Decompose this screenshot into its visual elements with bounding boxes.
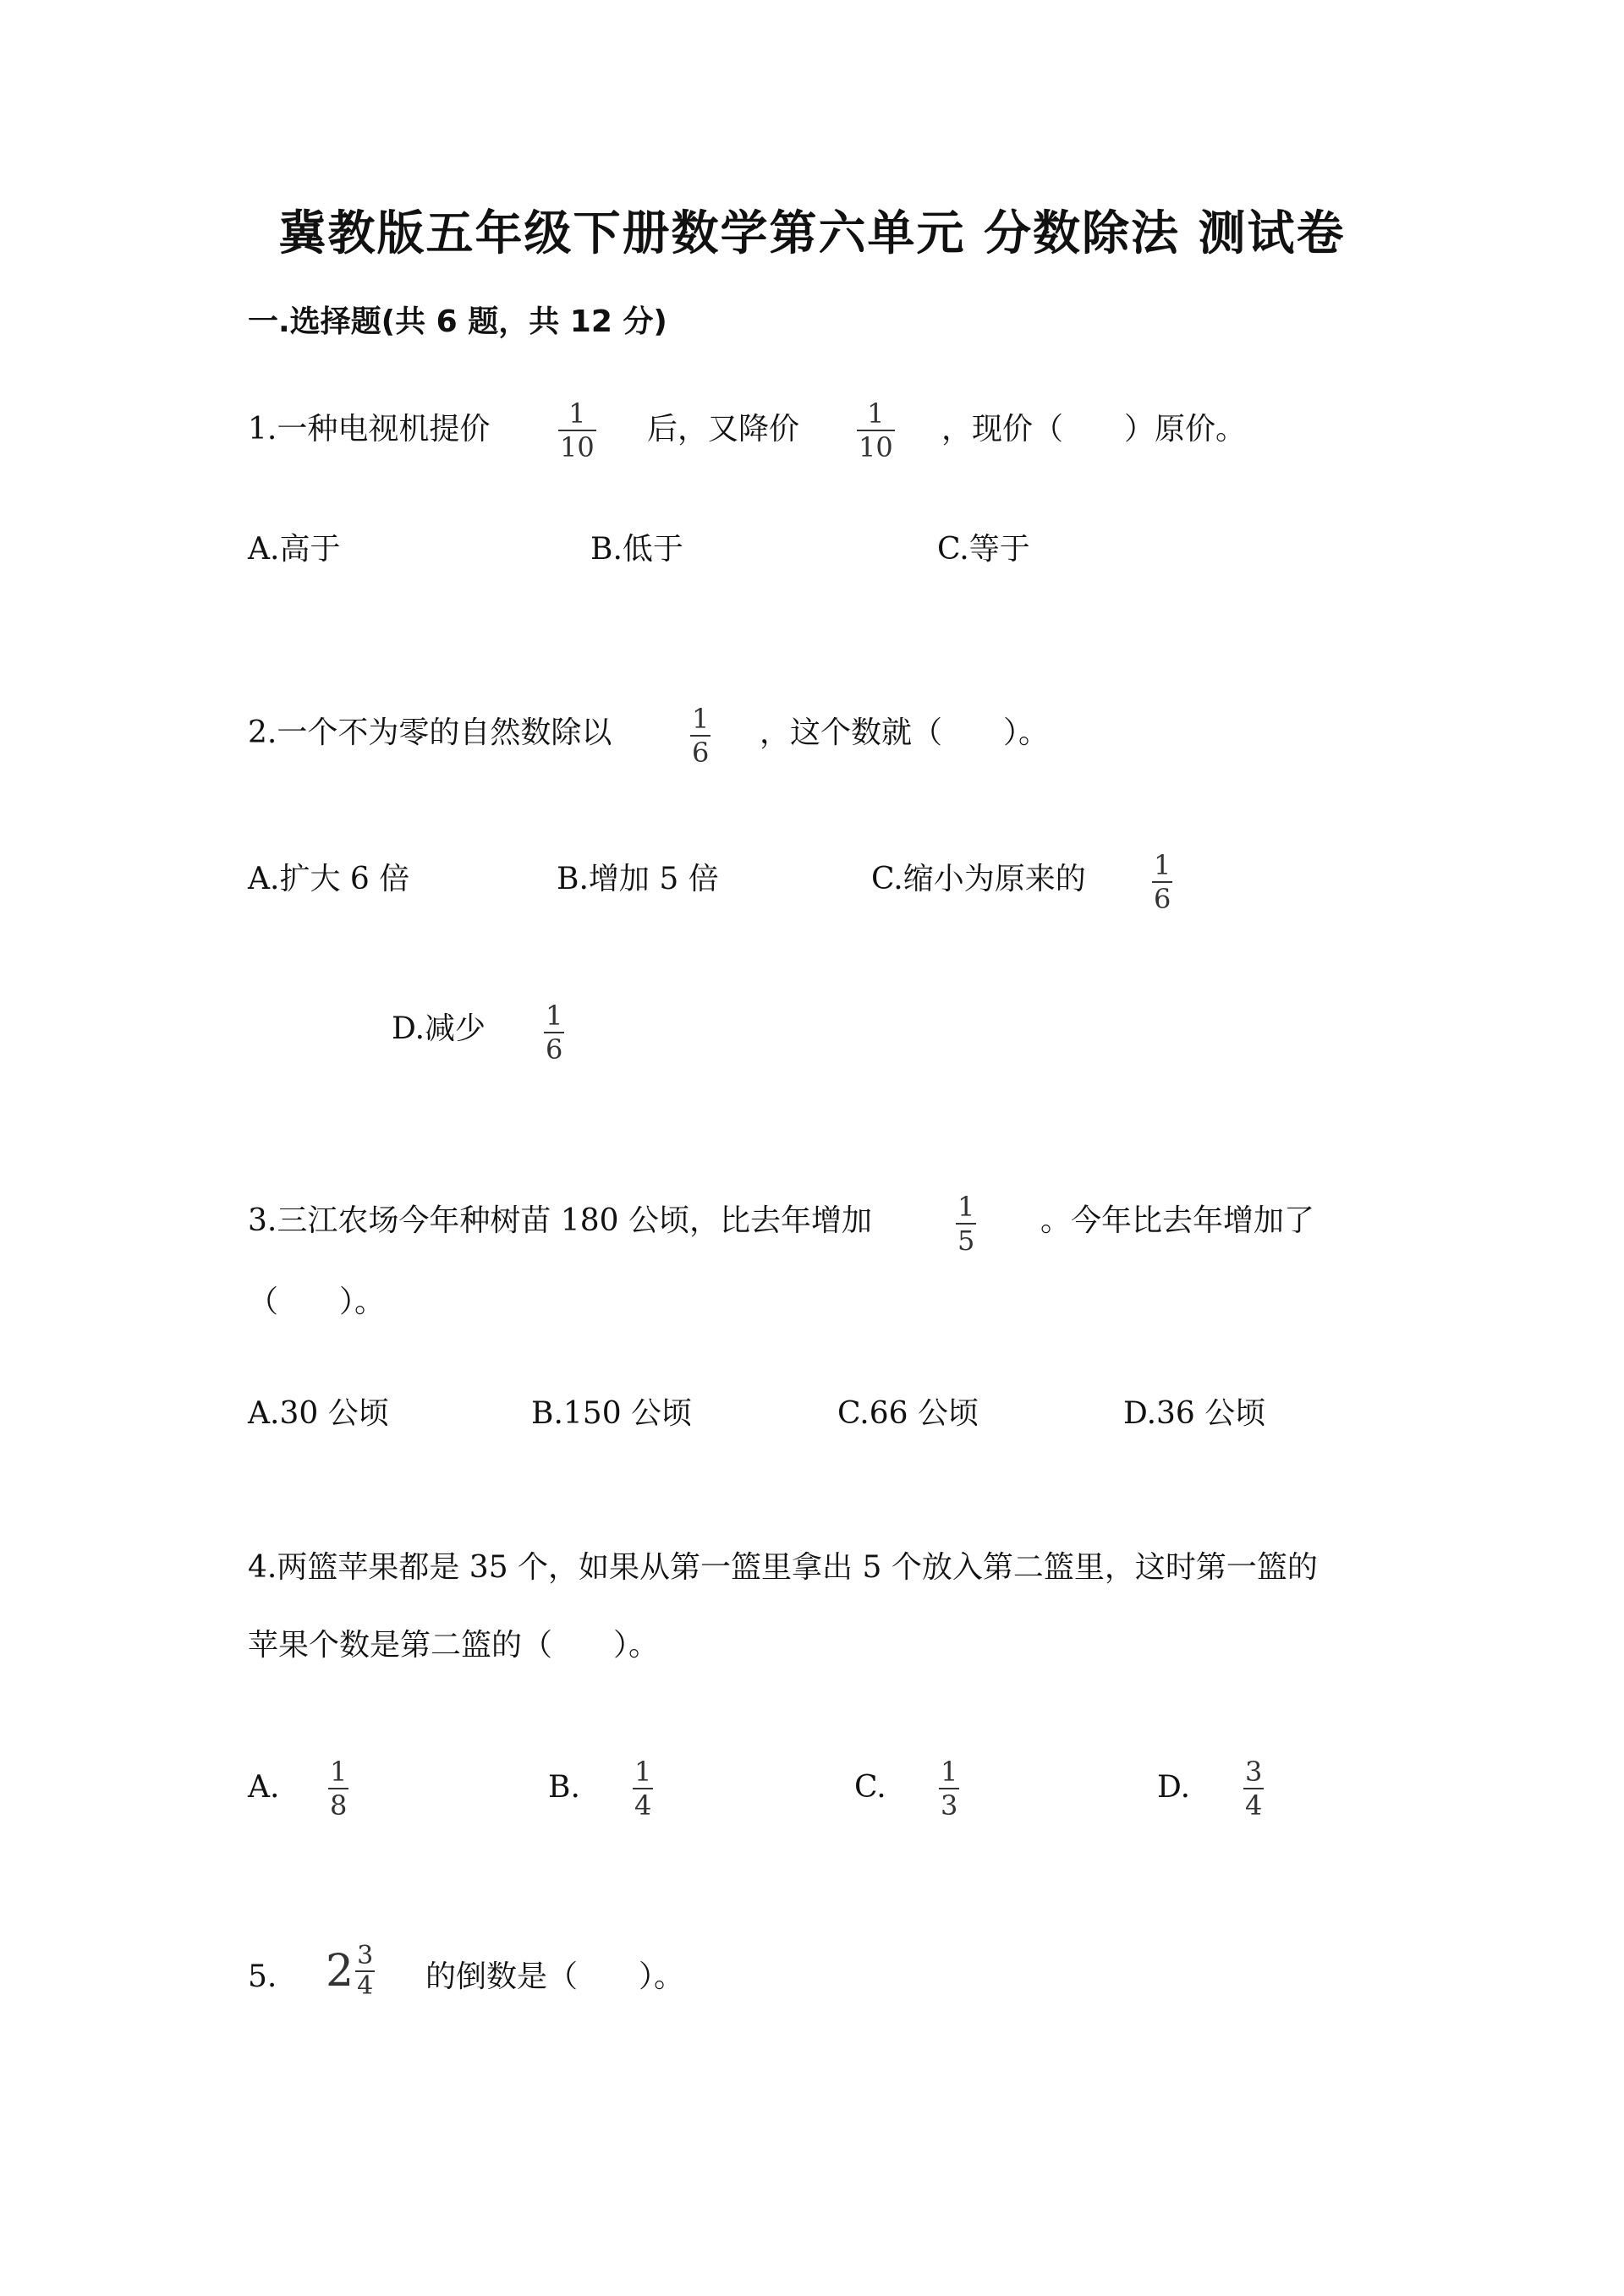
q3-option-d: D.36 公顷 [1123,1396,1266,1431]
q1-option-b: B.低于 [590,532,683,567]
denominator: 4 [1245,1789,1263,1822]
q3-option-b: B.150 公顷 [531,1396,693,1431]
q3-option-a: A.30 公顷 [248,1396,389,1431]
q4-option-d-fraction [1243,1757,1264,1820]
numerator: 1 [546,1000,563,1032]
numerator: 1 [692,703,710,735]
denominator: 3 [941,1789,958,1822]
section-heading: 一.选择题(共 6 题，共 12 分) [248,304,667,339]
q4-text-line2: 苹果个数是第二篮的（ ）。 [248,1628,660,1663]
q4-option-b: B. [548,1770,580,1805]
q4-option-a-fraction [328,1757,348,1820]
fraction-part [355,1943,375,1999]
denominator: 6 [692,737,710,769]
q4-option-b-fraction [633,1757,653,1820]
q1-fraction-1 [558,399,596,462]
q1-fraction-2 [857,399,895,462]
q2-option-d-fraction [544,1001,564,1064]
q2-option-a: A.扩大 6 倍 [248,862,410,896]
q5-text: 的倒数是（ ）。 [425,1959,685,1994]
q4-option-c-fraction [939,1757,959,1820]
denominator: 10 [560,431,595,463]
q1-text-start: 1.一种电视机提价 [248,412,491,447]
denominator: 6 [1154,883,1171,915]
numerator: 1 [941,1756,958,1788]
numerator: 1 [1154,849,1171,881]
page-title: 冀教版五年级下册数学第六单元 分数除法 测试卷 [278,206,1346,261]
denominator: 6 [546,1033,563,1066]
q2-option-d: D.减少 [392,1011,486,1046]
q2-text-start: 2.一个不为零的自然数除以 [248,715,612,750]
q5-number: 5. [248,1959,277,1994]
whole-part: 2 [326,1946,354,1997]
denominator: 10 [859,431,893,463]
numerator: 1 [867,397,885,430]
q3-text-end: 。今年比去年增加了 [1040,1203,1315,1238]
q2-text-end: ，这个数就（ ）。 [760,715,1050,750]
q4-option-a: A. [248,1770,280,1805]
q3-text-start: 3.三江农场今年种树苗 180 公顷，比去年增加 [248,1203,872,1238]
numerator: 1 [634,1756,652,1788]
q5-mixed-number [326,1943,375,1999]
denominator: 4 [634,1789,652,1822]
numerator: 1 [568,397,586,430]
denominator: 4 [357,1971,374,2001]
numerator: 3 [357,1941,374,1970]
q3-option-c: C.66 公顷 [837,1396,979,1431]
q2-option-c: C.缩小为原来的 [871,862,1086,896]
q3-fraction [956,1192,976,1255]
q4-option-d: D. [1157,1770,1191,1805]
numerator: 1 [957,1191,975,1223]
numerator: 3 [1245,1756,1263,1788]
q1-text-end: ，现价（ ）原价。 [941,412,1247,447]
q4-text-line1: 4.两篮苹果都是 35 个，如果从第一篮里拿出 5 个放入第二篮里，这时第一篮的 [248,1550,1318,1585]
q1-text-middle: 后，又降价 [647,412,800,447]
numerator: 1 [330,1756,348,1788]
q3-text-line2: （ ）。 [248,1285,386,1319]
denominator: 5 [957,1225,975,1257]
q1-option-c: C.等于 [937,532,1030,567]
q2-fraction [690,704,710,767]
q2-option-c-fraction [1152,851,1172,913]
q4-option-c: C. [854,1770,886,1805]
q2-option-b: B.增加 5 倍 [557,862,719,896]
denominator: 8 [330,1789,348,1822]
q1-option-a: A.高于 [248,532,341,567]
